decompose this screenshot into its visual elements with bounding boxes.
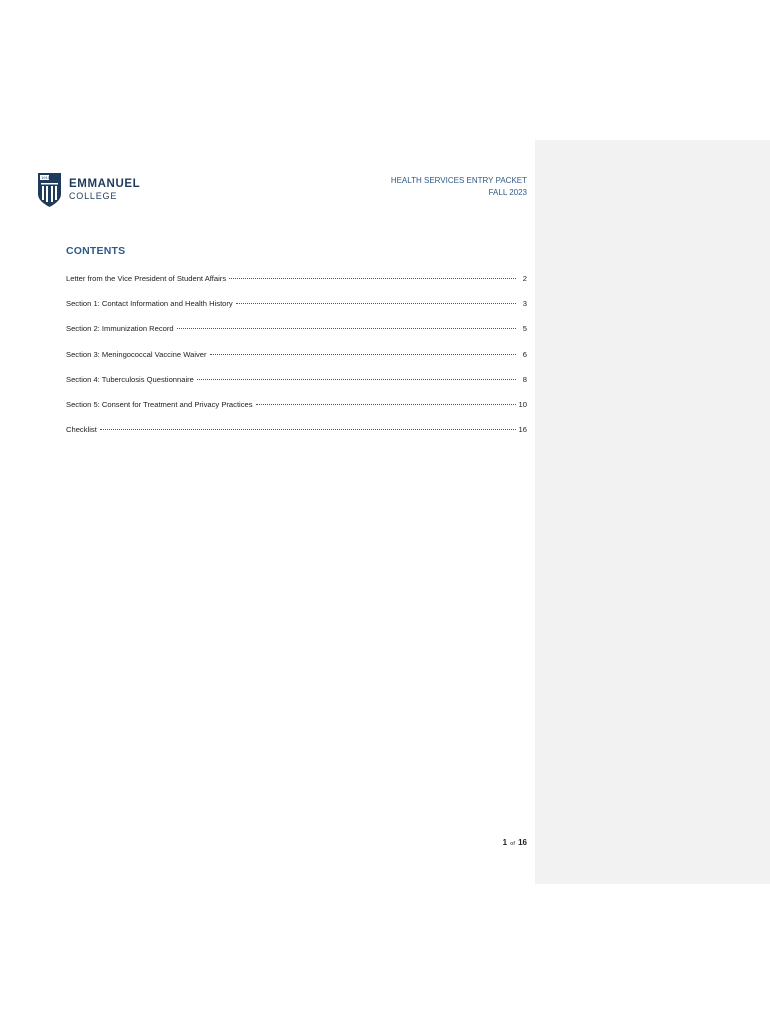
table-of-contents — [66, 274, 527, 450]
toc-leader-dots — [256, 404, 516, 405]
toc-entry-label: Checklist — [66, 425, 97, 435]
packet-title: HEALTH SERVICES ENTRY PACKET — [390, 176, 527, 185]
logo-name: EMMANUEL — [69, 177, 141, 190]
toc-entry-page: 8 — [522, 374, 527, 384]
toc-entry-page: 2 — [522, 274, 527, 283]
crest-icon — [37, 172, 62, 208]
toc-entry-page: 5 — [522, 324, 527, 334]
current-page: 1 — [502, 838, 508, 847]
page-number — [503, 838, 527, 847]
toc-entry-page: 16 — [518, 425, 527, 435]
toc-leader-dots — [197, 379, 516, 380]
toc-entry[interactable] — [66, 324, 527, 349]
toc-entry-page: 10 — [518, 399, 527, 409]
document-header — [391, 175, 527, 199]
toc-leader-dots — [236, 303, 516, 304]
toc-leader-dots — [210, 354, 516, 355]
toc-entry[interactable] — [66, 375, 527, 400]
logo-subname: COLLEGE — [69, 191, 118, 202]
comment-margin-pane — [535, 140, 770, 884]
total-pages: 16 — [518, 838, 527, 847]
toc-entry-label: Section 1: Contact Information and Health History — [66, 299, 233, 309]
toc-entry-label: Letter from the Vice President of Student Affairs — [66, 274, 227, 283]
toc-leader-dots — [229, 278, 516, 279]
toc-entry-label: Section 2: Immunization Record — [66, 324, 174, 334]
toc-entry-page: 6 — [522, 349, 527, 359]
toc-leader-dots — [177, 328, 516, 329]
toc-entry[interactable] — [66, 274, 527, 299]
term-label: FALL 2023 — [488, 188, 527, 197]
toc-entry-label: Section 4: Tuberculosis Questionnaire — [66, 374, 194, 384]
page-of-label: of — [510, 841, 515, 847]
toc-leader-dots — [100, 429, 516, 430]
toc-entry-page: 3 — [522, 299, 527, 309]
toc-entry-label: Section 3: Meningococcal Vaccine Waiver — [66, 349, 207, 359]
contents-heading: CONTENTS — [66, 245, 126, 257]
svg-text:1919: 1919 — [41, 175, 50, 181]
toc-entry[interactable] — [66, 350, 527, 375]
toc-entry[interactable] — [66, 400, 527, 425]
toc-entry[interactable] — [66, 425, 527, 450]
toc-entry-label: Section 5: Consent for Treatment and Privacy Practices — [66, 399, 253, 409]
college-logo — [37, 172, 140, 208]
logo-wordmark — [69, 179, 140, 202]
toc-entry[interactable] — [66, 299, 527, 324]
